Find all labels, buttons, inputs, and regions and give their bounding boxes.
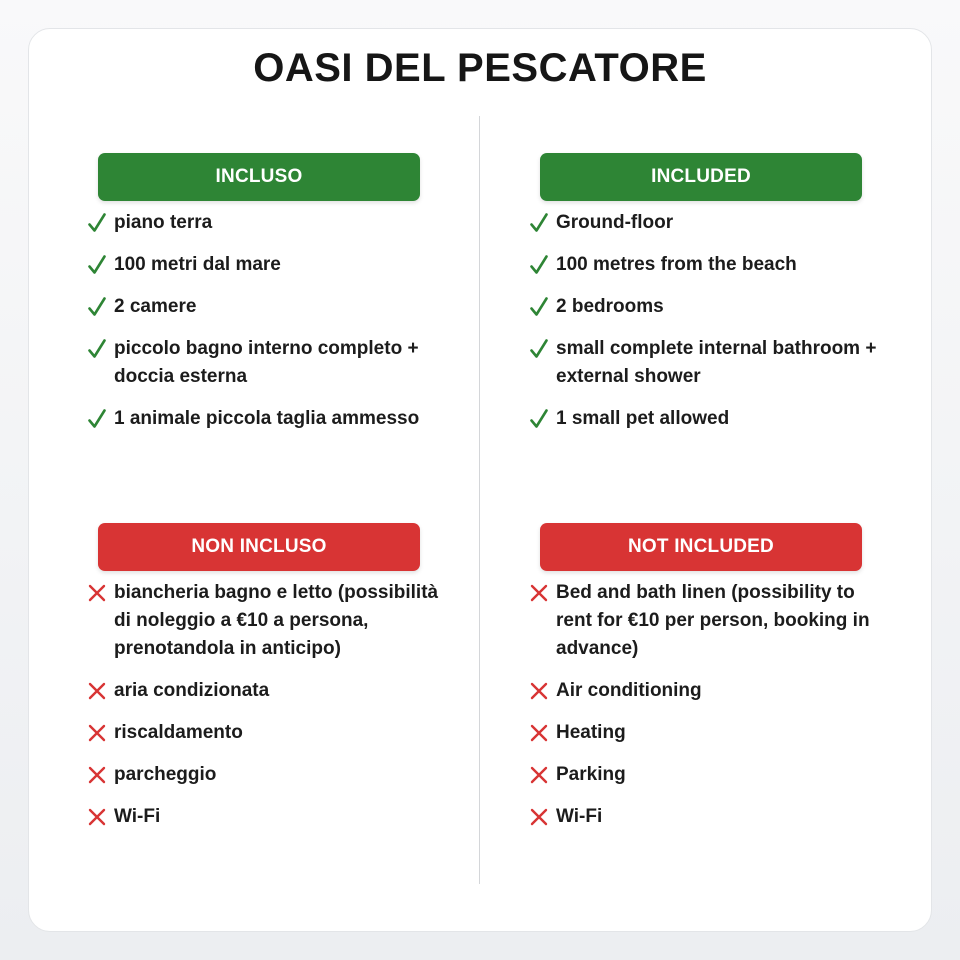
cross-icon	[88, 719, 114, 747]
check-icon	[88, 405, 114, 433]
italian-excluded-section	[88, 523, 448, 845]
list-item-text: 100 metres from the beach	[556, 254, 797, 275]
list-item-text: Heating	[556, 722, 626, 743]
list-item-text: piccolo bagno interno completo + doccia esterna	[114, 338, 419, 387]
included-list-en	[530, 209, 890, 433]
list-item	[530, 251, 890, 279]
list-item	[530, 335, 890, 391]
list-item-text: biancheria bagno e letto (possibilità di noleggio a €10 a persona, prenotandola in anticipo)	[114, 582, 439, 659]
check-icon	[530, 251, 556, 279]
cross-icon	[530, 579, 556, 607]
list-item-text: small complete internal bathroom + external shower	[556, 338, 877, 387]
list-item-text: 2 camere	[114, 296, 197, 317]
list-item-text: riscaldamento	[114, 722, 243, 743]
check-icon	[530, 405, 556, 433]
cross-icon	[530, 719, 556, 747]
included-badge-it: INCLUSO	[98, 153, 420, 201]
list-item	[530, 209, 890, 237]
list-item	[530, 677, 890, 705]
page-title: OASI DEL PESCATORE	[253, 46, 707, 90]
list-item-text: parcheggio	[114, 764, 217, 785]
list-item	[88, 803, 448, 831]
list-item-text: aria condizionata	[114, 680, 270, 701]
list-item	[88, 579, 448, 663]
list-item	[88, 335, 448, 391]
list-item-text: Wi-Fi	[556, 806, 603, 827]
list-item	[88, 293, 448, 321]
list-item-text: 1 animale piccola taglia ammesso	[114, 408, 420, 429]
list-item	[88, 209, 448, 237]
list-item-text: Ground-floor	[556, 212, 674, 233]
italian-included-section	[88, 153, 448, 447]
english-included-section	[530, 153, 890, 447]
list-item	[530, 579, 890, 663]
cross-icon	[88, 677, 114, 705]
english-excluded-section	[530, 523, 890, 845]
included-badge-en: INCLUDED	[540, 153, 862, 201]
cross-icon	[88, 803, 114, 831]
list-item	[88, 251, 448, 279]
list-item	[88, 719, 448, 747]
check-icon	[530, 335, 556, 363]
list-item	[530, 803, 890, 831]
column-divider	[479, 116, 480, 884]
included-list-it	[88, 209, 448, 433]
list-item-text: Air conditioning	[556, 680, 702, 701]
cross-icon	[530, 803, 556, 831]
list-item-text: Wi-Fi	[114, 806, 161, 827]
list-item	[530, 761, 890, 789]
check-icon	[88, 209, 114, 237]
excluded-list-en	[530, 579, 890, 831]
list-item-text: Parking	[556, 764, 626, 785]
cross-icon	[530, 761, 556, 789]
list-item-text: 100 metri dal mare	[114, 254, 281, 275]
list-item-text: 2 bedrooms	[556, 296, 664, 317]
cross-icon	[88, 579, 114, 607]
check-icon	[88, 251, 114, 279]
list-item	[88, 677, 448, 705]
check-icon	[88, 293, 114, 321]
list-item	[88, 761, 448, 789]
excluded-badge-en: NOT INCLUDED	[540, 523, 862, 571]
list-item-text: piano terra	[114, 212, 213, 233]
cross-icon	[88, 761, 114, 789]
list-item	[530, 293, 890, 321]
check-icon	[530, 209, 556, 237]
list-item	[88, 405, 448, 433]
cross-icon	[530, 677, 556, 705]
check-icon	[530, 293, 556, 321]
excluded-list-it	[88, 579, 448, 831]
check-icon	[88, 335, 114, 363]
list-item	[530, 405, 890, 433]
list-item-text: Bed and bath linen (possibility to rent for €10 per person, booking in advance)	[556, 582, 870, 659]
excluded-badge-it: NON INCLUSO	[98, 523, 420, 571]
list-item	[530, 719, 890, 747]
list-item-text: 1 small pet allowed	[556, 408, 730, 429]
